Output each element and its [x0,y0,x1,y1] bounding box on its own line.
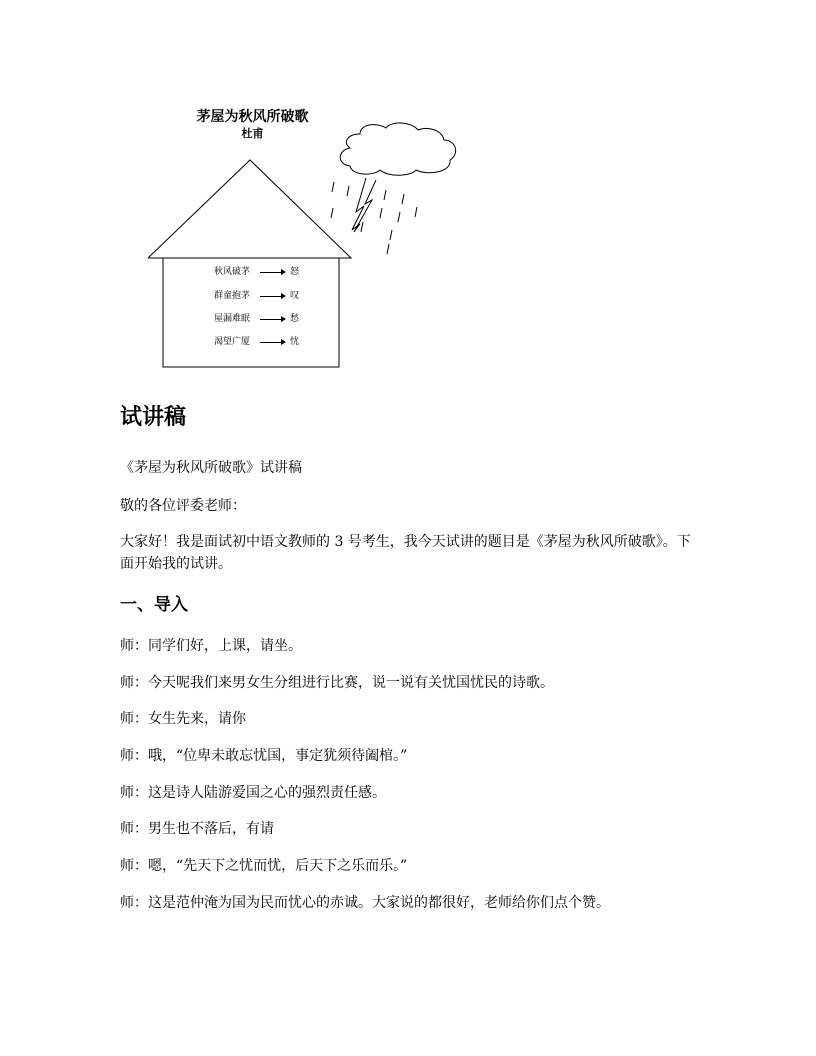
intro-paragraph: 大家好！我是面试初中语文教师的 3 号考生，我今天试讲的题目是《茅屋为秋风所破歌》。下面开始我的试讲。 [120,534,691,572]
house-row [214,265,299,279]
greeting-paragraph: 敬的各位评委老师： [120,498,246,514]
row-emotion: 忧 [290,337,300,347]
row-phrase: 群童抱茅 [214,291,251,301]
arrow-icon [258,335,288,349]
section-heading: 一、导入 [120,595,188,615]
row-phrase: 屋漏难眠 [214,314,251,324]
house-roof [148,160,351,258]
document-subtitle: 《茅屋为秋风所破歌》试讲稿 [120,460,302,476]
rain-icon [331,182,417,254]
dialogue-paragraph: 师：同学们好，上课，请坐。 [120,638,302,654]
arrow-icon [258,312,288,326]
dialogue-paragraph: 师：这是诗人陆游爱国之心的强烈责任感。 [120,785,386,801]
house-row [214,312,299,326]
row-emotion: 愁 [290,314,300,324]
row-emotion: 叹 [290,291,300,301]
row-phrase: 渴望广厦 [214,337,251,347]
cloud-icon [340,123,455,175]
lightning-icon [352,178,376,232]
dialogue-paragraph: 师：嗯，“先天下之忧而忧，后天下之乐而乐。” [120,858,408,874]
arrow-icon [258,289,288,303]
poem-author: 杜甫 [241,127,264,140]
house-row [214,335,299,349]
dialogue-paragraph: 师：这是范仲淹为国为民而忧心的赤诚。大家说的都很好，老师给你们点个赞。 [120,895,610,911]
house-row [214,289,299,303]
row-emotion: 怒 [290,267,300,277]
dialogue-paragraph: 师：女生先来，请你 [120,711,246,727]
arrow-icon [258,265,288,279]
poem-title: 茅屋为秋风所破歌 [196,109,309,125]
poem-diagram [0,0,816,380]
dialogue-paragraph: 师：哦，“位卑未敢忘忧国，事定犹须待阖棺。” [120,748,408,764]
dialogue-paragraph: 师：今天呢我们来男女生分组进行比赛，说一说有关忧国忧民的诗歌。 [120,675,554,691]
row-phrase: 秋风破茅 [214,267,251,277]
dialogue-paragraph: 师：男生也不落后，有请 [120,821,274,837]
house-drawing [0,0,816,380]
document-heading: 试讲稿 [120,405,187,430]
